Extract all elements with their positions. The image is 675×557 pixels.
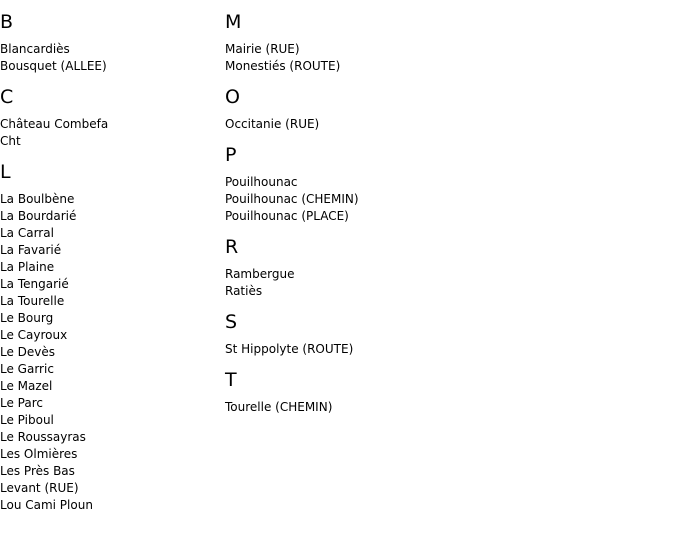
letter-heading: P	[225, 144, 237, 166]
letter-heading: T	[225, 369, 237, 391]
street-list	[0, 116, 108, 150]
street-link[interactable]: Les Près Bas	[0, 464, 75, 478]
street-index-left-column	[0, 0, 108, 514]
street-link[interactable]: Bousquet (ALLEE)	[0, 59, 107, 73]
street-link[interactable]: Blancardiès	[0, 42, 70, 56]
street-link[interactable]: Le Roussayras	[0, 430, 86, 444]
street-link[interactable]: Tourelle (CHEMIN)	[225, 400, 333, 414]
street-link[interactable]: Cht	[0, 134, 21, 148]
letter-group-l	[0, 161, 108, 514]
street-link[interactable]: La Plaine	[0, 260, 55, 274]
street-list	[225, 174, 359, 225]
letter-group-b	[0, 11, 108, 75]
street-link[interactable]: Château Combefa	[0, 117, 109, 131]
letter-heading: C	[0, 86, 14, 108]
street-list	[225, 116, 359, 133]
street-link[interactable]: Occitanie (RUE)	[225, 117, 320, 131]
street-link[interactable]: La Favarié	[0, 243, 62, 257]
street-link[interactable]: Le Cayroux	[0, 328, 68, 342]
letter-group-c	[0, 86, 108, 150]
street-list	[225, 41, 359, 75]
letter-group-m	[225, 11, 359, 75]
street-link[interactable]: La Tourelle	[0, 294, 65, 308]
street-link[interactable]: La Tengarié	[0, 277, 69, 291]
street-link[interactable]: Le Mazel	[0, 379, 53, 393]
letter-group-r	[225, 236, 359, 300]
street-list	[225, 341, 359, 358]
street-link[interactable]: Ratiès	[225, 284, 263, 298]
letter-heading: O	[225, 86, 240, 108]
street-link[interactable]: Monestiés (ROUTE)	[225, 59, 341, 73]
street-list	[225, 399, 359, 416]
street-index-right-column	[225, 0, 359, 416]
letter-group-t	[225, 369, 359, 416]
street-link[interactable]: Les Olmières	[0, 447, 78, 461]
street-link[interactable]: Le Parc	[0, 396, 43, 410]
street-link[interactable]: La Boulbène	[0, 192, 75, 206]
street-link[interactable]: Le Garric	[0, 362, 54, 376]
letter-heading: B	[0, 11, 14, 33]
street-link[interactable]: Mairie (RUE)	[225, 42, 300, 56]
letter-heading: S	[225, 311, 238, 333]
letter-heading: R	[225, 236, 239, 258]
letter-group-s	[225, 311, 359, 358]
letter-group-o	[225, 86, 359, 133]
letter-group-p	[225, 144, 359, 225]
letter-heading: L	[0, 161, 11, 183]
street-link[interactable]: Le Piboul	[0, 413, 54, 427]
street-link[interactable]: Pouilhounac (PLACE)	[225, 209, 349, 223]
street-link[interactable]: Le Devès	[0, 345, 56, 359]
street-link[interactable]: Le Bourg	[0, 311, 54, 325]
street-link[interactable]: Pouilhounac	[225, 175, 298, 189]
street-list	[0, 41, 108, 75]
letter-heading: M	[225, 11, 242, 33]
street-link[interactable]: Pouilhounac (CHEMIN)	[225, 192, 359, 206]
street-list	[0, 191, 108, 514]
street-link[interactable]: Lou Cami Ploun	[0, 498, 93, 512]
street-link[interactable]: La Bourdarié	[0, 209, 77, 223]
street-link[interactable]: Levant (RUE)	[0, 481, 79, 495]
street-link[interactable]: Rambergue	[225, 267, 295, 281]
street-link[interactable]: La Carral	[0, 226, 54, 240]
street-list	[225, 266, 359, 300]
street-link[interactable]: St Hippolyte (ROUTE)	[225, 342, 354, 356]
